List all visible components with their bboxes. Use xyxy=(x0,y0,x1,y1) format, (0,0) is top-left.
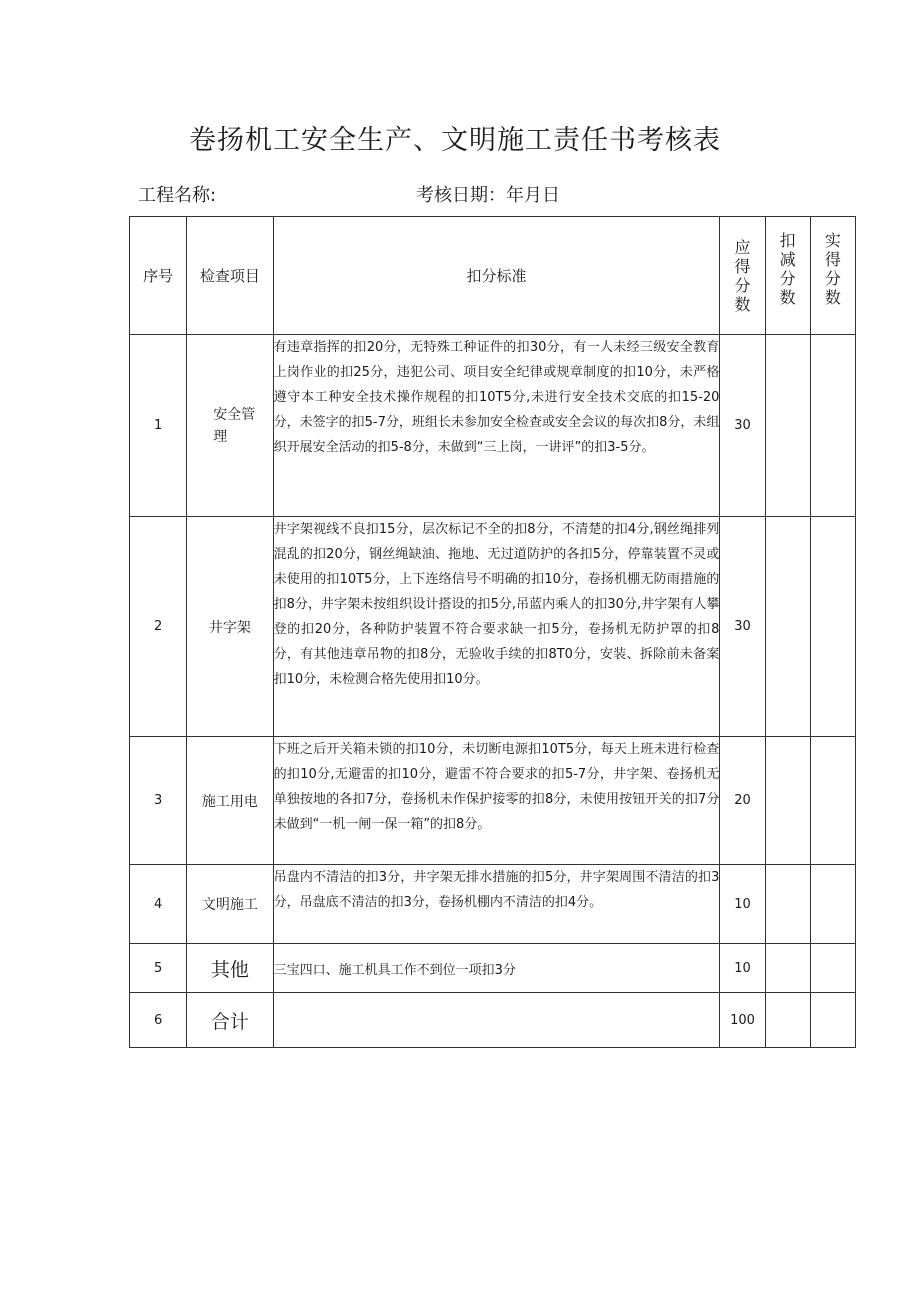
row-score: 30 xyxy=(720,517,765,737)
table-row xyxy=(130,944,856,993)
row-item-text: 安全管理 xyxy=(213,406,256,445)
row-standard xyxy=(273,993,720,1048)
header-score xyxy=(720,217,765,335)
table-row xyxy=(130,993,856,1048)
row-standard: 吊盘内不清洁的扣3分，井字架无排水措施的扣5分，井字架周围不清洁的扣3分，吊盘底不清洁的扣3分，卷扬机棚内不清洁的扣4分。 xyxy=(273,865,720,944)
header-actual xyxy=(810,217,855,335)
table-row xyxy=(130,737,856,865)
row-item: 合计 xyxy=(187,993,273,1048)
row-no: 4 xyxy=(130,865,187,944)
row-actual-cell[interactable] xyxy=(810,993,855,1048)
row-standard: 下班之后开关箱未锁的扣10分，未切断电源扣10T5分，每天上班未进行检查的扣10分,无避雷的扣10分，避雷不符合要求的扣5-7分，井字架、卷扬机无单独按地的各扣7分，卷扬机未作保护接零的扣8分，未使用按钮开关的扣7分未做到“一机一闸一保一箱”的扣8分。 xyxy=(273,737,720,865)
table-header-row xyxy=(130,217,856,335)
row-actual-cell[interactable] xyxy=(810,737,855,865)
header-no: 序号 xyxy=(130,217,187,335)
table-row xyxy=(130,517,856,737)
row-score: 10 xyxy=(720,865,765,944)
row-no: 1 xyxy=(130,335,187,517)
row-actual-cell[interactable] xyxy=(810,944,855,993)
header-score-text: 应得分数 xyxy=(734,237,751,314)
row-no: 2 xyxy=(130,517,187,737)
table-row xyxy=(130,865,856,944)
row-actual-cell[interactable] xyxy=(810,865,855,944)
row-item: 其他 xyxy=(187,944,273,993)
header-actual-text: 实得分数 xyxy=(824,231,841,307)
row-no: 5 xyxy=(130,944,187,993)
row-actual-cell[interactable] xyxy=(810,335,855,517)
row-deduction-cell[interactable] xyxy=(765,737,810,865)
row-score: 100 xyxy=(720,993,765,1048)
row-score: 20 xyxy=(720,737,765,865)
row-deduction-cell[interactable] xyxy=(765,865,810,944)
row-item xyxy=(187,335,273,517)
row-standard: 三宝四口、施工机具工作不到位一项扣3分 xyxy=(273,944,720,993)
row-item: 文明施工 xyxy=(187,865,273,944)
assessment-table xyxy=(129,216,856,1048)
header-deduction xyxy=(765,217,810,335)
document-title: 卷扬机工安全生产、文明施工责任书考核表 xyxy=(189,125,721,156)
row-actual-cell[interactable] xyxy=(810,517,855,737)
row-no: 6 xyxy=(130,993,187,1048)
row-item: 井字架 xyxy=(187,517,273,737)
row-deduction-cell[interactable] xyxy=(765,517,810,737)
header-standard: 扣分标准 xyxy=(273,217,720,335)
row-standard: 井字架视线不良扣15分，层次标记不全的扣8分，不清楚的扣4分,钢丝绳排列混乱的扣20分，钢丝绳缺油、拖地、无过道防护的各扣5分，停靠装置不灵或未使用的扣10T5分，上下连络信号不明确的扣10分，卷扬机棚无防雨措施的扣8分，井字架未按组织设计搭设的扣5分,吊蓝内乘人的扣30分,井字架有人攀登的扣20分，各种防护装置不符合要求缺一扣5分，卷扬机无防护罩的扣8分，有其他违章吊物的扣8分，无验收手续的扣8T0分，安装、拆除前未备案扣10分，未检测合格先使用扣10分。 xyxy=(273,517,720,737)
header-item: 检查项目 xyxy=(187,217,273,335)
row-item: 施工用电 xyxy=(187,737,273,865)
row-score: 30 xyxy=(720,335,765,517)
row-score: 10 xyxy=(720,944,765,993)
check-date-label: 考核日期：年月日 xyxy=(416,185,560,206)
header-deduction-text: 扣减分数 xyxy=(779,231,796,307)
row-no: 3 xyxy=(130,737,187,865)
row-deduction-cell[interactable] xyxy=(765,944,810,993)
project-name-label: 工程名称: xyxy=(138,185,217,206)
row-deduction-cell[interactable] xyxy=(765,993,810,1048)
row-standard: 有违章指挥的扣20分，无特殊工种证件的扣30分，有一人未经三级安全教育上岗作业的扣25分，违犯公司、项目安全纪律或规章制度的扣10分，未严格遵守本工种安全技术操作规程的扣10T5分,未进行安全技术交底的扣15-20分，未签字的扣5-7分，班组长未参加安全检查或安全会议的每次扣8分，未组织开展安全活动的扣5-8分，未做到“三上岗，一讲评”的扣3-5分。 xyxy=(273,335,720,517)
table-row xyxy=(130,335,856,517)
row-deduction-cell[interactable] xyxy=(765,335,810,517)
